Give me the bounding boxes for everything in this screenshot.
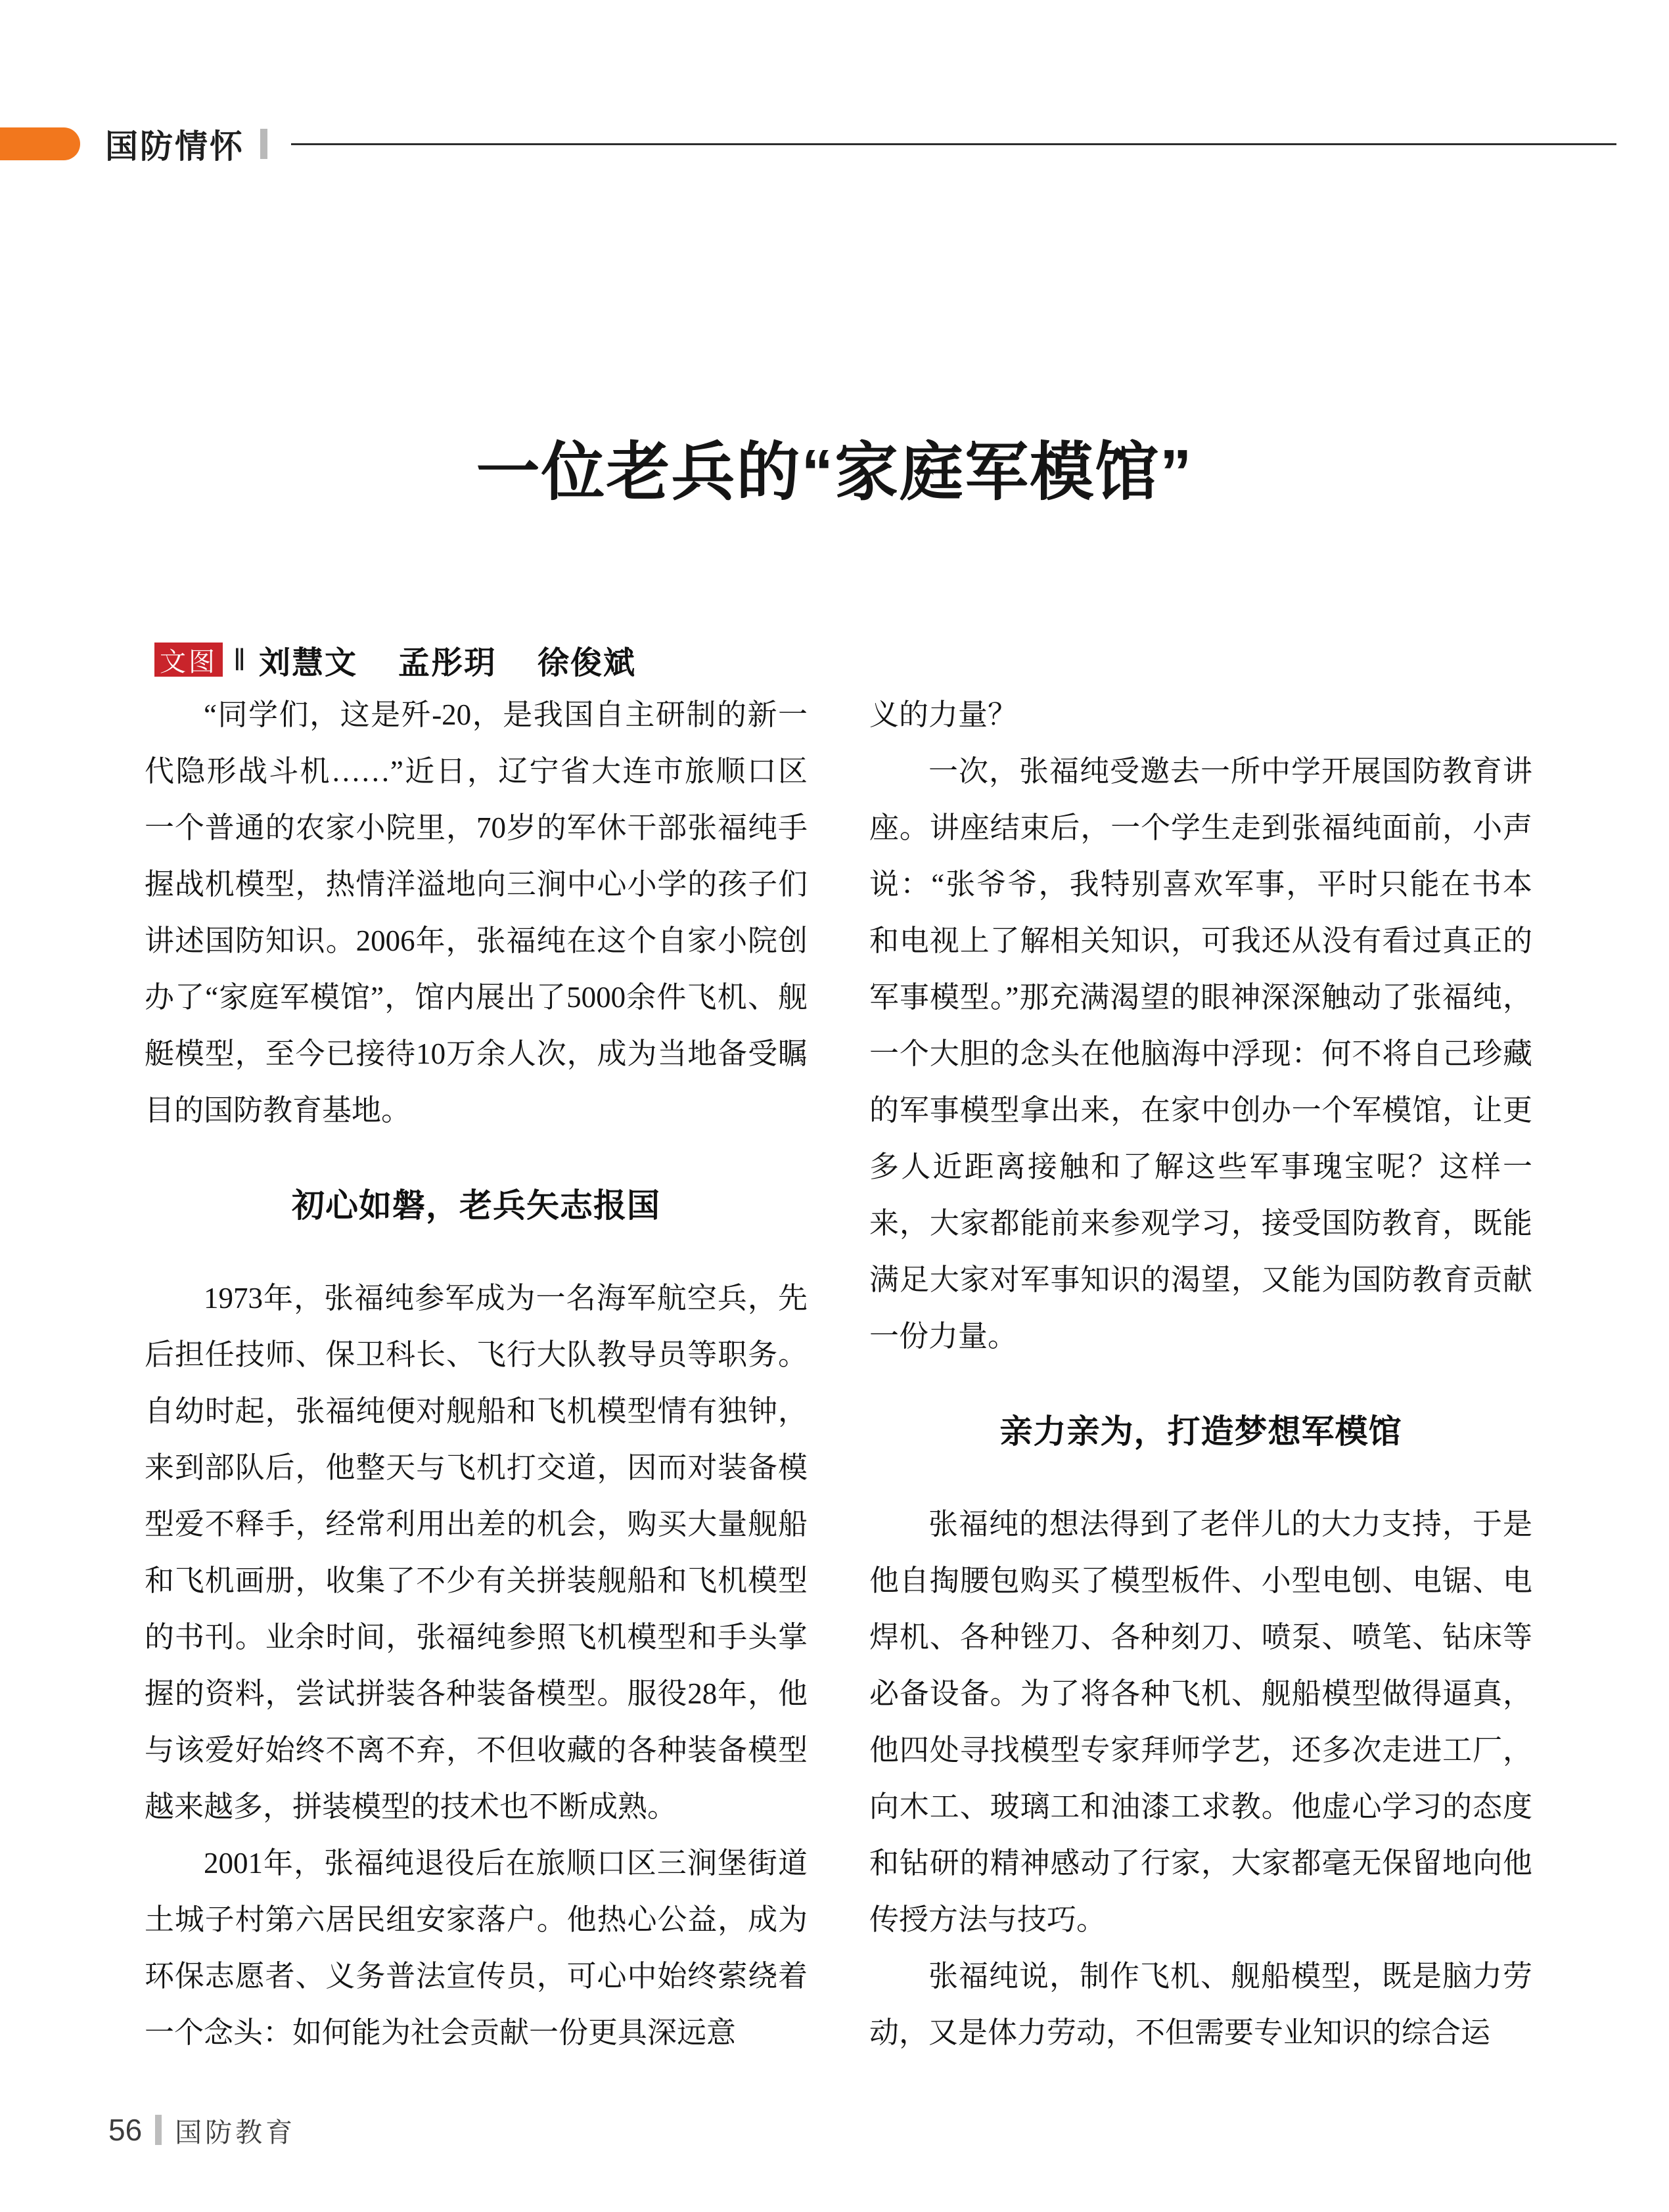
column-right — [869, 687, 1532, 2061]
journal-name: 国防教育 — [175, 2117, 296, 2148]
byline-label-badge: 文图 — [154, 643, 223, 677]
body-paragraph: 1973年，张福纯参军成为一名海军航空兵，先后担任技师、保卫科长、飞行大队教导员等职务。自幼时起，张福纯便对舰船和飞机模型情有独钟，来到部队后，他整天与飞机打交道，因而对装备模型爱不释手，经常利用出差的机会，购买大量舰船和飞机画册，收集了不少有关拼装舰船和飞机模型的书刊。业余时间，张福纯参照飞机模型和手头掌握的资料，尝试拼装各种装备模型。服役28年，他与该爱好始终不离不弃，不但收藏的各种装备模型越来越多，拼装模型的技术也不断成熟。 — [145, 1282, 808, 1823]
article-title: 一位老兵的“家庭军模馆” — [476, 436, 1193, 508]
page-footer — [108, 2111, 296, 2148]
section-heading: 初心如磐，老兵矢志报国 — [292, 1187, 660, 1224]
section-heading: 亲力亲为，打造梦想军模馆 — [999, 1413, 1402, 1450]
header-accent-pill — [0, 127, 80, 160]
section-label: 国防情怀 — [105, 128, 244, 165]
byline — [154, 639, 677, 681]
body-paragraph: 一次，张福纯受邀去一所中学开展国防教育讲座。讲座结束后，一个学生走到张福纯面前，小声说：“张爷爷，我特别喜欢军事，平时只能在书本和电视上了解相关知识，可我还从没有看过真正的军事模型。”那充满渴望的眼神深深触动了张福纯，一个大胆的念头在他脑海中浮现：何不将自己珍藏的军事模型拿出来，在家中创办一个军模馆，让更多人近距离接触和了解这些军事瑰宝呢？这样一来，大家都能前来参观学习，接受国防教育，既能满足大家对军事知识的渴望，又能为国防教育贡献一份力量。 — [869, 755, 1532, 1353]
article-body — [145, 687, 1532, 2061]
column-left — [145, 687, 808, 2061]
header-tick-bar — [260, 129, 267, 159]
byline-author: 孟彤玥 — [398, 645, 497, 681]
body-paragraph: 义的力量？ — [869, 698, 1018, 731]
body-paragraph: 张福纯的想法得到了老伴儿的大力支持，于是他自掏腰包购买了模型板件、小型电刨、电锯、电焊机、各种锉刀、各种刻刀、喷泵、喷笔、钻床等必备设备。为了将各种飞机、舰船模型做得逼真，他四处寻找模型专家拜师学艺，还多次走进工厂，向木工、玻璃工和油漆工求教。他虚心学习的态度和钻研的精神感动了行家，大家都毫无保留地向他传授方法与技巧。 — [869, 1508, 1532, 1936]
body-paragraph: 张福纯说，制作飞机、舰船模型，既是脑力劳动，又是体力劳动，不但需要专业知识的综合运 — [869, 1960, 1532, 2049]
page-header — [105, 124, 1616, 164]
byline-separator-icon: ‖ — [233, 643, 246, 677]
footer-tick-bar — [155, 2115, 162, 2145]
byline-author: 徐俊斌 — [537, 645, 637, 681]
body-paragraph: “同学们，这是歼-20，是我国自主研制的新一代隐形战斗机……”近日，辽宁省大连市旅顺口区一个普通的农家小院里，70岁的军休干部张福纯手握战机模型，热情洋溢地向三涧中心小学的孩子们讲述国防知识。2006年，张福纯在这个自家小院创办了“家庭军模馆”，馆内展出了5000余件飞机、舰艇模型，至今已接待10万余人次，成为当地备受瞩目的国防教育基地。 — [145, 698, 808, 1127]
page-number: 56 — [108, 2113, 143, 2147]
byline-author: 刘慧文 — [259, 645, 358, 681]
header-rule-line — [291, 143, 1616, 145]
body-paragraph: 2001年，张福纯退役后在旅顺口区三涧堡街道土城子村第六居民组安家落户。他热心公益，成为环保志愿者、义务普法宣传员，可心中始终萦绕着一个念头：如何能为社会贡献一份更具深远意 — [145, 1847, 808, 2049]
